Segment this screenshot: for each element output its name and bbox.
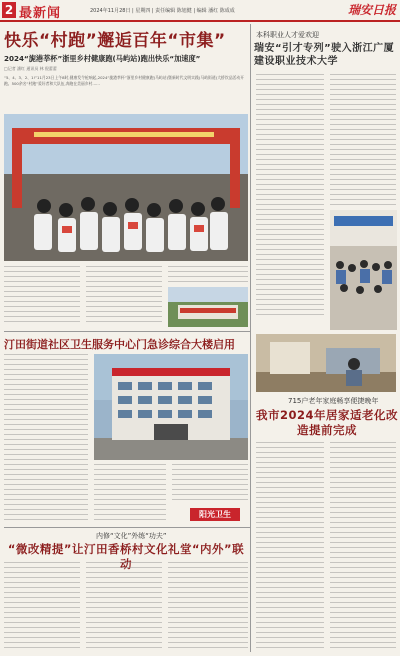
story3-title: 汀田街道社区卫生服务中心门急诊综合大楼启用 [4,338,235,351]
story1-body-col1 [4,266,80,322]
story1-byline: □记者 潘红 通讯员 林 倪蕾蕾 [4,66,57,71]
story4-title: 我市2024年居家适老化改造提前完成 [256,408,399,437]
page-number: 2 [2,2,16,18]
story3-body-col2 [94,464,166,524]
story3-badge: 阳光卫生 [190,508,240,521]
story3-body-col1 [4,354,88,522]
story5-body-col1 [4,562,80,650]
story4-body-col2 [330,442,396,650]
story4-kicker: 715户老年家庭畅享便捷晚年 [288,397,379,405]
story2-body-col2 [330,74,396,208]
story3-body-col3 [172,464,248,504]
section-title: 最新闻 [19,6,62,21]
story5-body-col3 [168,562,248,650]
story2-body-col1 [256,74,324,316]
story5-body-col2 [86,562,162,650]
story3-photo [94,354,248,460]
story1-title: 快乐“村跑”邂逅百年“市集” [4,31,226,51]
story1-body-col2 [86,266,162,322]
story4-body-col1 [256,442,324,650]
story1-subtitle: 2024“旎港莘杯”浙里乡村健康跑(马屿站)跑出快乐“加速度” [4,54,201,63]
story1-lead: “5、4、3、2、1!”11月23日上午8时,健康发令枪响起,2024“旎港莘杯”浙里乡村健康跑(马屿站)暨新时代文明实践(马屿街道)大桥饮品活动开跑。500余名“村跑”爱好者和大队伍,奔跑在美丽乡村…… [4,75,244,86]
newspaper-logo: 瑞安日报 [347,3,396,17]
divider [4,331,250,332]
story2-title: 瑞安“引才专列”驶入浙江广厦建设职业技术大学 [254,43,395,67]
story1-inset-photo [168,287,248,327]
story1-body-col3 [168,266,248,283]
story5-title: “微改精提”让汀田香桥村文化礼堂“内外”联动 [7,542,245,571]
column-divider [250,24,251,652]
story1-photo [4,114,248,261]
story4-photo [256,334,396,392]
story2-kicker: 本科职业人才爱欢迎 [256,31,319,39]
story5-kicker: 内修“文化”外练“功夫” [96,532,167,540]
header-meta: 2024年11月28日 | 星期四 | 责任编辑 陈旭健 | 编辑 潘红 陈成成 [90,8,235,14]
divider [4,527,250,528]
story2-photo [330,210,397,330]
